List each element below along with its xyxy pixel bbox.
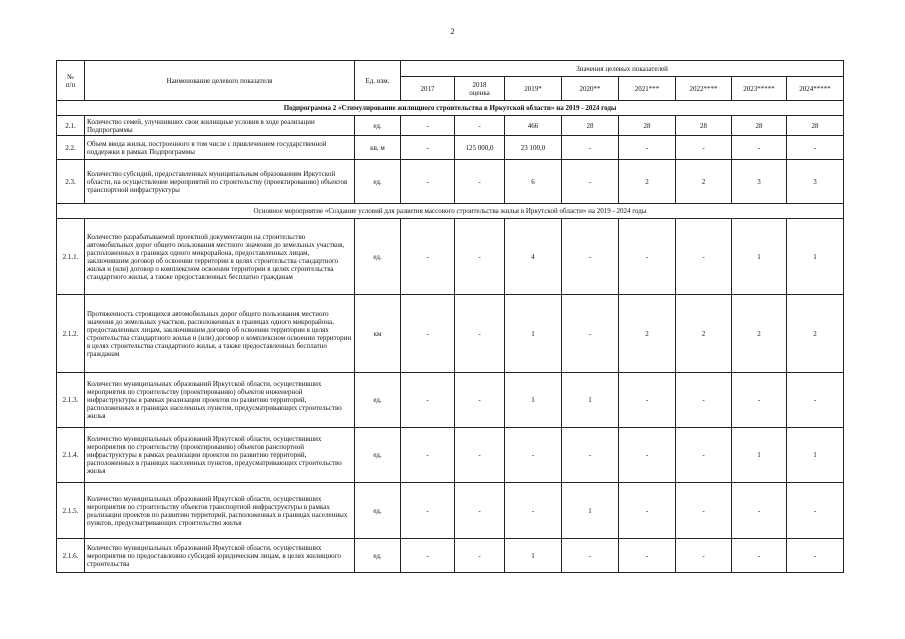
row-number: 2.1. — [57, 116, 85, 136]
value-cell: - — [619, 483, 676, 539]
row-number: 2.1.2. — [57, 295, 85, 373]
table-row — [57, 219, 844, 295]
value-cell: - — [455, 428, 505, 483]
row-number: 2.1.5. — [57, 483, 85, 539]
value-cell: - — [505, 428, 562, 483]
value-cell: 2 — [676, 160, 732, 204]
value-cell: - — [401, 295, 455, 373]
value-cell: 4 — [505, 219, 562, 295]
value-cell: - — [455, 539, 505, 573]
indicator-name: Количество семей, улучшивших свои жилищные условия в ходе реализации Подпрограммы — [85, 116, 355, 136]
value-cell: - — [455, 160, 505, 204]
value-cell: - — [562, 219, 619, 295]
value-cell: - — [676, 136, 732, 160]
table-body — [57, 101, 844, 573]
header-year: 2023***** — [732, 77, 787, 101]
unit-cell: ед. — [355, 373, 401, 428]
table-row — [57, 373, 844, 428]
value-cell: - — [732, 136, 787, 160]
value-cell: - — [455, 219, 505, 295]
value-cell: - — [619, 539, 676, 573]
table-row — [57, 295, 844, 373]
unit-cell: кв. м — [355, 136, 401, 160]
table-row — [57, 483, 844, 539]
value-cell: 466 — [505, 116, 562, 136]
value-cell: - — [401, 160, 455, 204]
value-cell: - — [401, 373, 455, 428]
value-cell: - — [676, 373, 732, 428]
value-cell: - — [787, 483, 844, 539]
value-cell: 125 000,0 — [455, 136, 505, 160]
table-row — [57, 136, 844, 160]
value-cell: 28 — [787, 116, 844, 136]
unit-cell: ед. — [355, 428, 401, 483]
unit-cell: ед. — [355, 483, 401, 539]
table-row — [57, 539, 844, 573]
value-cell: - — [562, 539, 619, 573]
value-cell: - — [619, 219, 676, 295]
value-cell: 28 — [732, 116, 787, 136]
value-cell: 2 — [619, 295, 676, 373]
indicator-name: Объем ввода жилья, построенного в том числе с привлечением государственной поддержки в рамках Подпрограммы — [85, 136, 355, 160]
value-cell: - — [562, 295, 619, 373]
value-cell: - — [732, 373, 787, 428]
header-year: 2020** — [562, 77, 619, 101]
indicator-name: Количество муниципальных образований Иркутской области, осуществивших мероприятия по строительству (проектированию) объектов ранспортной инфраструктуры в рамках реализации проектов по развитию территорий, расположенных в границах населенных пунктов, предусматривающих строительство жилья — [85, 428, 355, 483]
section-title: Основное мероприятие «Создание условий для развития массового строительства жилья в Иркутской области» на 2019 - 2024 годы — [57, 204, 844, 219]
indicator-name: Протяженность строящихся автомобильных дорог общего пользования местного значения до земельных участков, расположенных в границах одного микрорайона, предоставленных лицам, заключившим договор об освоении территории в целях строительства стандартного жилья и (или) договор о комплексном освоении территории в целях строительства стандартного жилья, а также предоставленных бесплатно гражданам — [85, 295, 355, 373]
value-cell: - — [401, 219, 455, 295]
value-cell: 1 — [732, 428, 787, 483]
value-cell: 2 — [676, 295, 732, 373]
row-number: 2.2. — [57, 136, 85, 160]
header-name-label: Наименование целевого показателя — [166, 76, 273, 85]
table-row — [57, 116, 844, 136]
value-cell: 28 — [562, 116, 619, 136]
value-cell: - — [455, 483, 505, 539]
value-cell: 28 — [676, 116, 732, 136]
header-year: 2024***** — [787, 77, 844, 101]
unit-cell: ед. — [355, 160, 401, 204]
value-cell: 6 — [505, 160, 562, 204]
value-cell: - — [787, 136, 844, 160]
value-cell: - — [787, 539, 844, 573]
header-year: 2018 оценка — [455, 77, 505, 101]
value-cell: - — [401, 136, 455, 160]
section-row — [57, 101, 844, 116]
value-cell: - — [562, 428, 619, 483]
value-cell: - — [732, 539, 787, 573]
value-cell: - — [562, 136, 619, 160]
header-num-label: № п/п — [65, 72, 76, 89]
section-title: Подпрограмма 2 «Стимулирование жилищного строительства в Иркутской области» на 2019 - 2024 годы — [57, 101, 844, 116]
value-cell: 1 — [787, 428, 844, 483]
header-year: 2019* — [505, 77, 562, 101]
target-indicators-table — [56, 60, 844, 573]
value-cell: - — [732, 483, 787, 539]
header-values-group-label: Значения целевых показателей — [576, 64, 668, 73]
row-number: 2.1.3. — [57, 373, 85, 428]
value-cell: 28 — [619, 116, 676, 136]
indicator-name: Количество субсидий, предоставленных муниципальным образованиям Иркутской области, на осуществление мероприятий по строительству (проектированию) объектов транспортной инфраструктуры — [85, 160, 355, 204]
value-cell: - — [505, 483, 562, 539]
value-cell: - — [401, 483, 455, 539]
value-cell: 1 — [787, 219, 844, 295]
row-number: 2.3. — [57, 160, 85, 204]
header-year: 2022**** — [676, 77, 732, 101]
value-cell: 23 100,0 — [505, 136, 562, 160]
table-row — [57, 428, 844, 483]
value-cell: - — [401, 116, 455, 136]
value-cell: - — [562, 160, 619, 204]
unit-cell: ед. — [355, 539, 401, 573]
header-year: 2021*** — [619, 77, 676, 101]
header-year: 2017 — [401, 77, 455, 101]
unit-cell: ед. — [355, 116, 401, 136]
indicator-name: Количество разрабатываемой проектной документации на строительство автомобильных дорог общего пользования местного значения до земельных участков, расположенных в границах одного микрорайона, предоставленных лицам, заключившим договор об освоении территории в целях строительства стандартного жилья и (или) договор о комплексном освоении территории в целях строительства стандартного жилья, а также предоставленных бесплатно гражданам — [85, 219, 355, 295]
page-number: 2 — [450, 27, 455, 36]
value-cell: 1 — [732, 219, 787, 295]
row-number: 2.1.6. — [57, 539, 85, 573]
value-cell: - — [401, 428, 455, 483]
indicator-name: Количество муниципальных образований Иркутской области, осуществивших мероприятия по строительству (проектированию) объектов инженерной инфраструктуры в рамках реализации проектов по развитию территорий, расположенных в границах населенных пунктов, предусматривающих строительство жилья — [85, 373, 355, 428]
section-row — [57, 204, 844, 219]
header-num — [57, 61, 85, 101]
value-cell: 1 — [562, 373, 619, 428]
header-unit — [355, 61, 401, 101]
header-unit-label: Ед. изм. — [365, 76, 390, 85]
value-cell: 2 — [732, 295, 787, 373]
value-cell: - — [455, 116, 505, 136]
value-cell: - — [676, 219, 732, 295]
value-cell: 1 — [505, 373, 562, 428]
value-cell: 1 — [505, 539, 562, 573]
row-number: 2.1.4. — [57, 428, 85, 483]
value-cell: - — [619, 136, 676, 160]
value-cell: - — [401, 539, 455, 573]
value-cell: - — [455, 295, 505, 373]
indicator-name: Количество муниципальных образований Иркутской области, осуществивших мероприятия по строительству объектов транспортной инфраструктуры в рамках реализации проектов по развитию территорий, расположенных в границах населенных пунктов, предусматривающих строительство жилья — [85, 483, 355, 539]
value-cell: - — [787, 373, 844, 428]
value-cell: 1 — [505, 295, 562, 373]
value-cell: 2 — [619, 160, 676, 204]
value-cell: - — [455, 373, 505, 428]
header-name — [85, 61, 355, 101]
value-cell: - — [619, 373, 676, 428]
table-row — [57, 160, 844, 204]
value-cell: 3 — [732, 160, 787, 204]
header-values-group — [401, 61, 844, 77]
row-number: 2.1.1. — [57, 219, 85, 295]
unit-cell: км — [355, 295, 401, 373]
unit-cell: ед. — [355, 219, 401, 295]
value-cell: 3 — [787, 160, 844, 204]
value-cell: - — [619, 428, 676, 483]
value-cell: - — [676, 539, 732, 573]
value-cell: - — [676, 428, 732, 483]
indicator-name: Количество муниципальных образований Иркутской области, осуществивших мероприятия по предоставлению субсидий юридическим лицам, в целях жилищного строительства — [85, 539, 355, 573]
value-cell: 2 — [787, 295, 844, 373]
value-cell: 1 — [562, 483, 619, 539]
value-cell: - — [676, 483, 732, 539]
